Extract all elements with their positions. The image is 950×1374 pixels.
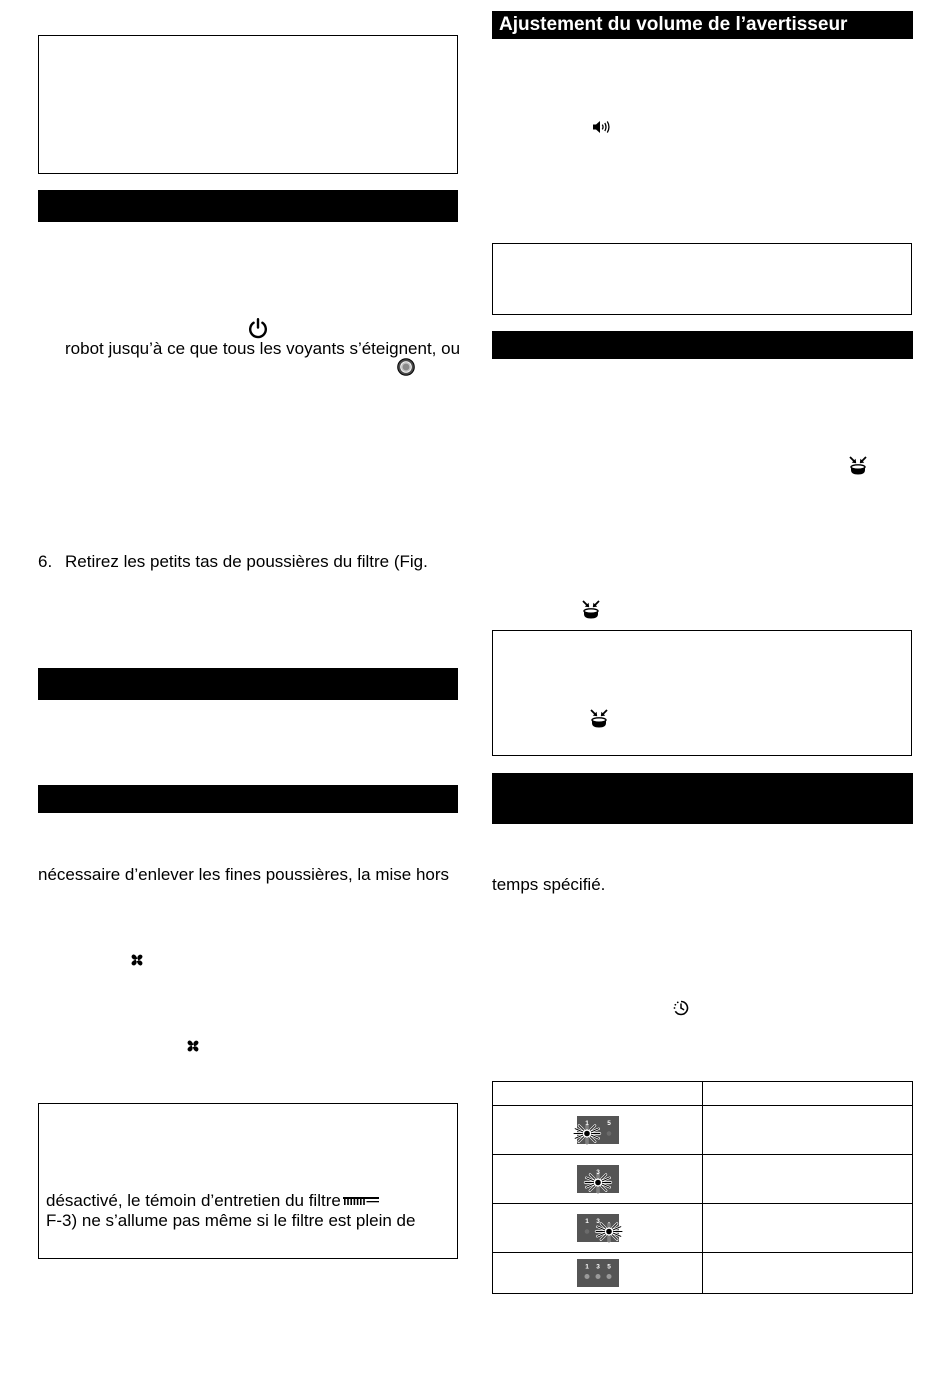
step6-text: Retirez les petits tas de poussières du filtre (Fig. (65, 552, 428, 571)
table-cell-description (703, 1253, 913, 1294)
section-heading-bar (38, 190, 458, 222)
dust-bin-icon (847, 456, 869, 476)
timer-indicator-table (492, 1081, 913, 1294)
dust-bin-icon (580, 600, 602, 620)
note-line-2: F-3) ne s’allume pas même si le filtre est plein de (46, 1211, 416, 1230)
table-header-cell (493, 1082, 703, 1106)
table-cell-indicator (493, 1204, 703, 1253)
buzzer-volume-heading-bar (492, 11, 913, 39)
section-heading-bar (492, 773, 913, 824)
note-box-top (38, 35, 458, 174)
section-heading-bar (38, 668, 458, 700)
led-label: 3 (595, 1263, 600, 1271)
note-box-dust-bin (492, 630, 912, 756)
led-panel-3-flashing-icon (567, 1162, 629, 1196)
buzzer-volume-heading: Ajustement du volume de l’avertisseur (499, 14, 848, 35)
step-number: 6. (38, 552, 53, 571)
led-label: 3 (595, 1169, 600, 1176)
fine-dust-text: nécessaire d’enlever les fines poussières, la mise hors (38, 865, 450, 884)
led-label: 1 (584, 1263, 589, 1271)
table-cell-indicator (493, 1253, 703, 1294)
speaker-icon (592, 120, 612, 134)
led-panel-1-flashing-icon (567, 1113, 629, 1147)
led-label: 3 (595, 1218, 600, 1225)
note-box-buzzer (492, 243, 912, 315)
table-row (493, 1253, 913, 1294)
timer-text: temps spécifié. (492, 875, 606, 894)
table-cell-description (703, 1155, 913, 1204)
fan-icon (186, 1039, 200, 1053)
section-heading-bar (38, 785, 458, 813)
fan-icon (130, 953, 144, 967)
led-label: 1 (584, 1120, 589, 1127)
led-panel-5-flashing-icon (567, 1211, 629, 1245)
note-box-filter (38, 1103, 458, 1259)
table-header-row (493, 1082, 913, 1106)
table-header-cell (703, 1082, 913, 1106)
table-row (493, 1106, 913, 1155)
filter-maintenance-icon (343, 1196, 379, 1207)
section-heading-bar (492, 331, 913, 359)
power-icon (247, 317, 269, 339)
dust-bin-icon (588, 709, 610, 729)
table-row (493, 1204, 913, 1253)
table-cell-indicator (493, 1106, 703, 1155)
step5-continuation-text: robot jusqu’à ce que tous les voyants s’éteignent, ou (65, 339, 461, 358)
table-cell-description (703, 1106, 913, 1155)
start-button-icon (397, 358, 415, 376)
led-panel-off-icon (567, 1256, 629, 1290)
led-label: 5 (606, 1120, 611, 1127)
note-line-1: désactivé, le témoin d’entretien du filtre (46, 1191, 341, 1210)
led-label: 1 (584, 1218, 589, 1225)
table-cell-description (703, 1204, 913, 1253)
table-row (493, 1155, 913, 1204)
timer-icon (672, 999, 690, 1017)
led-label: 5 (606, 1263, 611, 1271)
table-cell-indicator (493, 1155, 703, 1204)
